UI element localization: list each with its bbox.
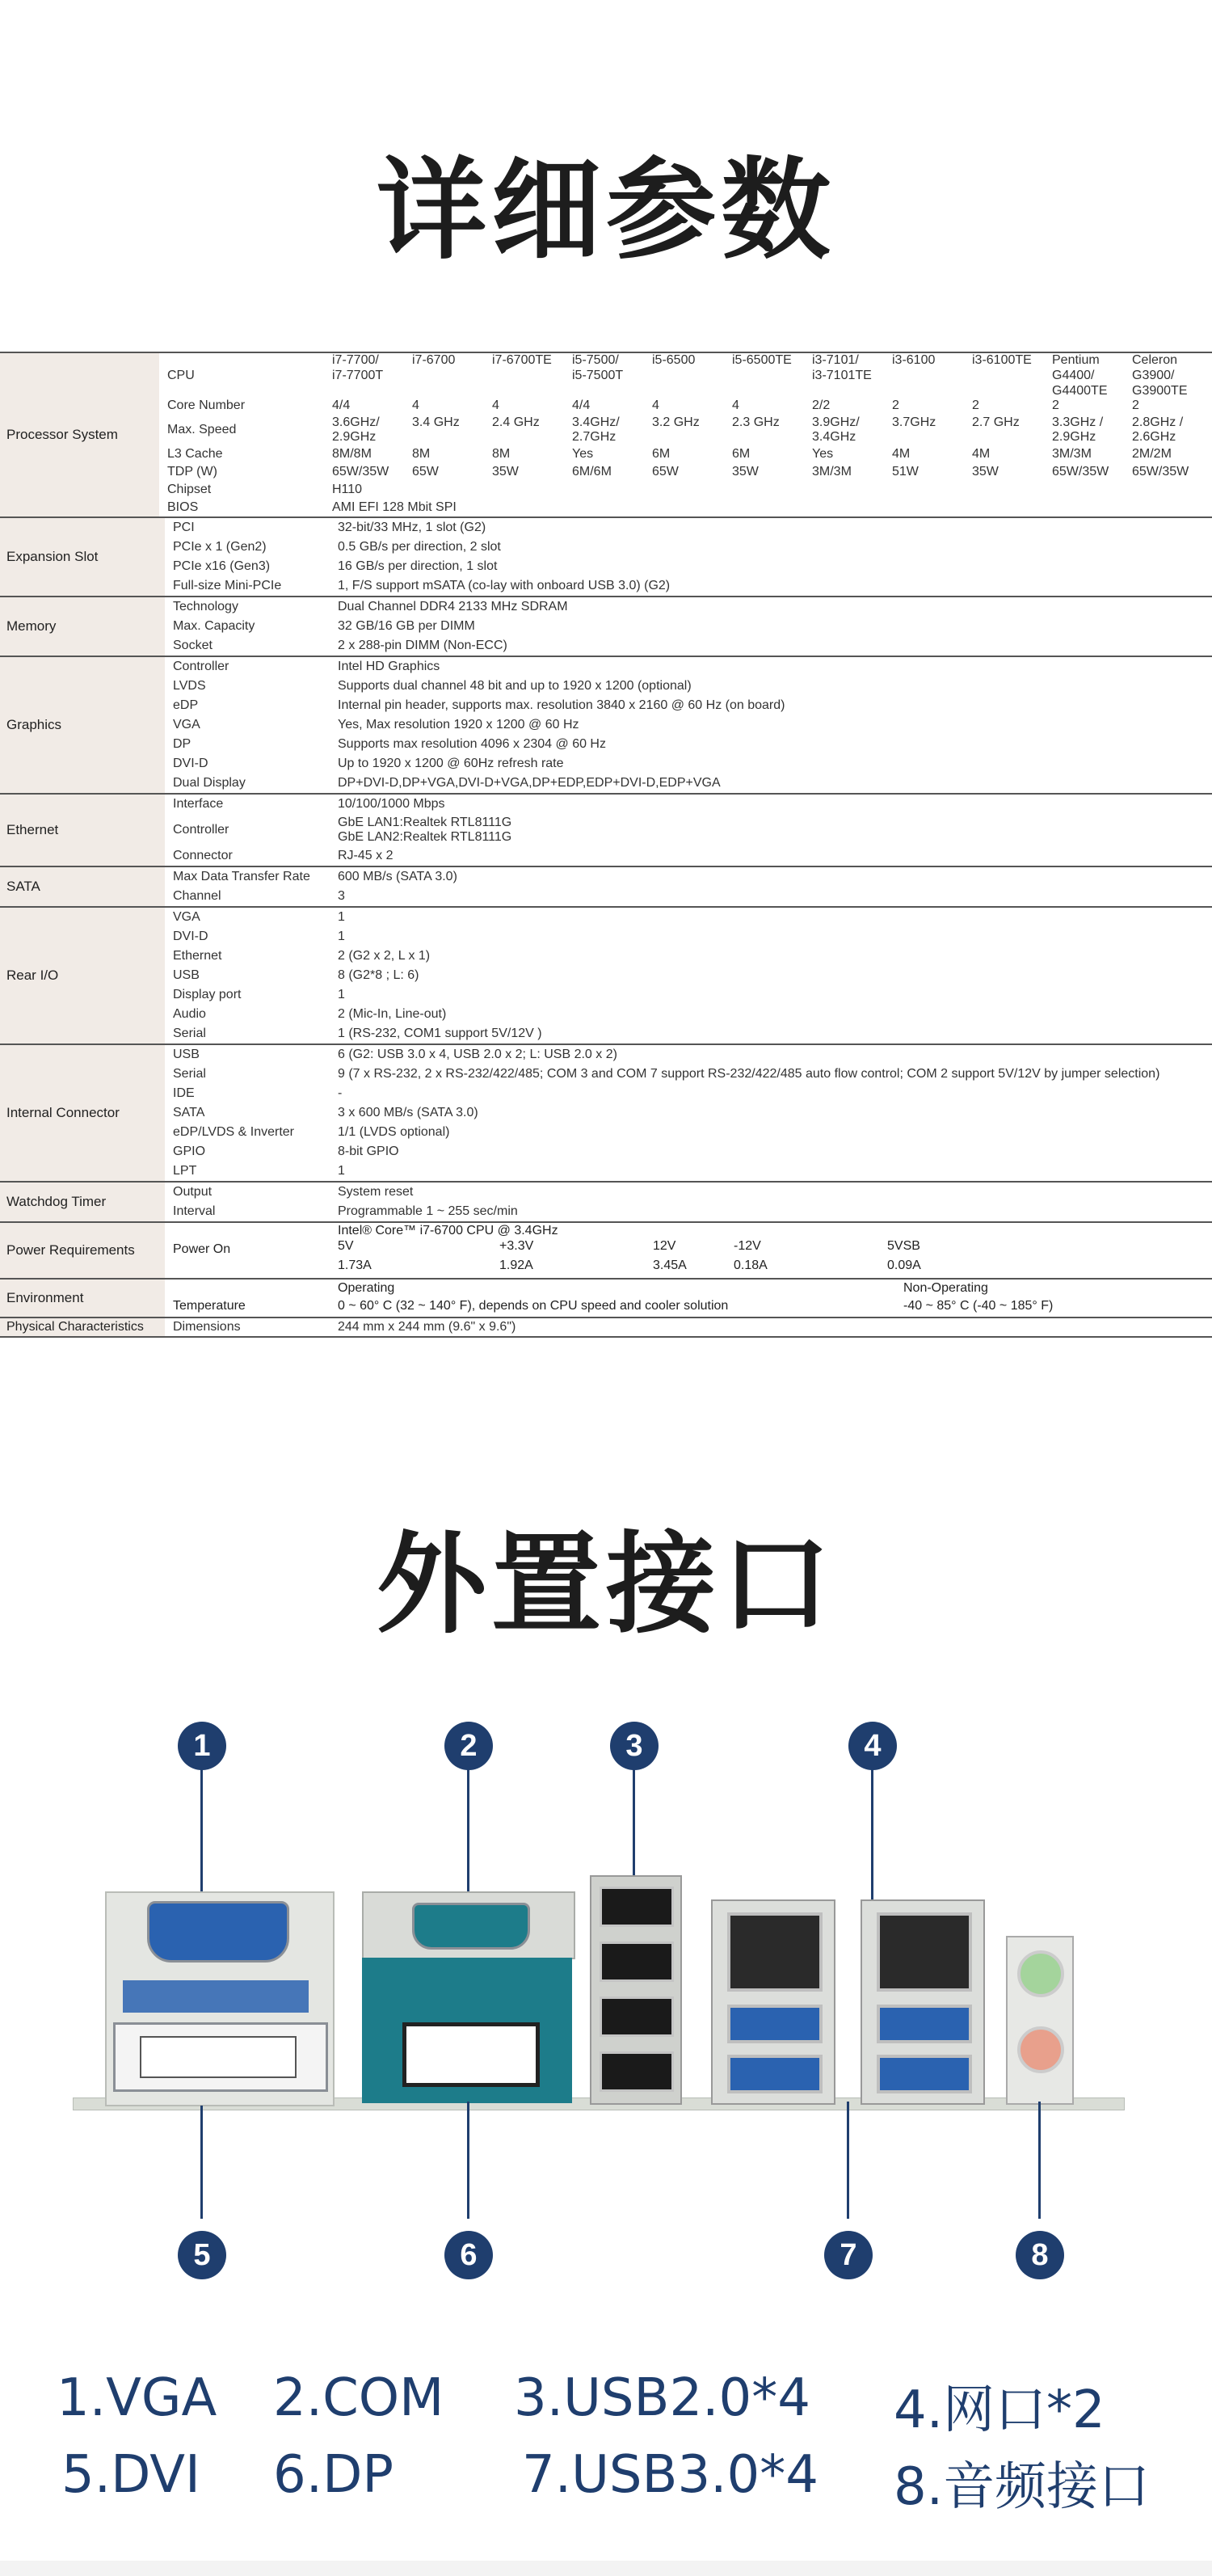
spec-cell: 65W/35W: [1132, 465, 1189, 479]
callout-badge: 8: [1016, 2231, 1064, 2279]
power-current: 0.18A: [734, 1258, 768, 1272]
spec-cell: 2.3 GHz: [732, 415, 780, 429]
env-nonop-value: -40 ~ 85° C (-40 ~ 185° F): [903, 1299, 1054, 1313]
spec-cell: i7-7700/ i7-7700T: [332, 352, 384, 382]
spec-cell: Yes: [812, 447, 834, 461]
row-value: 1: [338, 988, 345, 1001]
table-row: [165, 1142, 1212, 1162]
row-label: Core Number: [167, 398, 246, 412]
table-row: [165, 1162, 1212, 1181]
usb3-port: [727, 2055, 823, 2093]
footer-strip: [0, 2561, 1212, 2576]
row-label: TDP (W): [167, 465, 217, 479]
category-label: Graphics: [0, 657, 165, 793]
row-value: 1: [338, 910, 345, 924]
spec-cell: 6M/6M: [572, 465, 612, 479]
lan-port: [877, 1912, 972, 1992]
row-value: 1: [338, 1164, 345, 1178]
table-row: [165, 887, 1212, 906]
row-value: 1/1 (LVDS optional): [338, 1125, 450, 1139]
power-current: 3.45A: [653, 1258, 687, 1272]
vga-port: [147, 1901, 289, 1963]
row-label: Output: [173, 1185, 213, 1199]
spec-cell: 4/4: [332, 398, 351, 412]
spec-cell: 4: [652, 398, 659, 412]
spec-table: [0, 352, 1212, 1338]
spec-cell: 2: [1052, 398, 1059, 412]
row-value: 8 (G2*8 ; L: 6): [338, 968, 419, 982]
table-row: [165, 985, 1212, 1005]
table-row: [165, 846, 1212, 866]
vga-dvi-bracket: [105, 1891, 335, 2106]
usb3-port: [727, 2005, 823, 2043]
group-ethernet: [0, 793, 1212, 866]
table-row: [165, 538, 1212, 557]
audio-stack: [1006, 1936, 1074, 2105]
spec-cell: i5-6500TE: [732, 352, 792, 367]
category-label: Rear I/O: [0, 908, 165, 1043]
spec-cell: 3.7GHz: [892, 415, 936, 429]
category-label: Environment: [0, 1280, 165, 1317]
row-label: Socket: [173, 639, 213, 652]
category-label: Processor System: [0, 353, 159, 516]
table-row: [165, 1202, 1212, 1221]
usb2-port: [600, 1887, 674, 1927]
spec-cell: 65W/35W: [1052, 465, 1109, 479]
row-value: Up to 1920 x 1200 @ 60Hz refresh rate: [338, 757, 564, 770]
table-row: [165, 795, 1212, 814]
row-label: PCI: [173, 521, 195, 534]
lan-usb3-stack-1: [711, 1899, 835, 2105]
row-label: Connector: [173, 849, 233, 862]
spec-group: [0, 596, 1212, 656]
row-label: BIOS: [167, 500, 199, 514]
spec-cell: Yes: [572, 447, 594, 461]
env-op-value: 0 ~ 60° C (32 ~ 140° F), depends on CPU speed and cooler solution: [338, 1299, 729, 1313]
row-value: Dual Channel DDR4 2133 MHz SDRAM: [338, 600, 568, 613]
spec-cell: 35W: [972, 465, 999, 479]
usb2-port: [600, 1941, 674, 1982]
row-value: AMI EFI 128 Mbit SPI: [332, 500, 457, 514]
callout-badge: 6: [444, 2231, 493, 2279]
category-label: Watchdog Timer: [0, 1183, 165, 1221]
row-value: 8-bit GPIO: [338, 1145, 399, 1158]
env-nonop-title: Non-Operating: [903, 1281, 988, 1295]
spec-cell: i5-7500/ i5-7500T: [572, 352, 624, 382]
usb2-port: [600, 1996, 674, 2037]
spec-cell: 4M: [972, 447, 991, 461]
audio-jack-pink: [1017, 2026, 1064, 2073]
row-value: Yes, Max resolution 1920 x 1200 @ 60 Hz: [338, 718, 579, 731]
spec-cell: 65W: [652, 465, 679, 479]
group-physical: [0, 1317, 1212, 1338]
callout-badge: 5: [178, 2231, 226, 2279]
spec-cell: 8M/8M: [332, 447, 372, 461]
spec-group: [0, 1043, 1212, 1181]
spec-cell: 4: [732, 398, 739, 412]
core-values: [332, 398, 1212, 413]
category-label: Memory: [0, 597, 165, 656]
row-value: 2 (Mic-In, Line-out): [338, 1007, 447, 1021]
table-row: [165, 867, 1212, 887]
tdp-values: [332, 465, 1212, 479]
spec-cell: 65W: [412, 465, 439, 479]
category-label: Expansion Slot: [0, 518, 165, 596]
spec-cell: 2M/2M: [1132, 447, 1172, 461]
row-value: Supports dual channel 48 bit and up to 1920 x 1200 (optional): [338, 679, 692, 693]
spec-cell: Pentium G4400/ G4400TE: [1052, 352, 1108, 398]
power-current: 1.92A: [499, 1258, 533, 1272]
row-label: GPIO: [173, 1145, 206, 1158]
table-row: [165, 908, 1212, 927]
power-cpu: Intel® Core™ i7-6700 CPU @ 3.4GHz: [338, 1224, 558, 1237]
spec-cell: 51W: [892, 465, 919, 479]
table-row: [165, 1183, 1212, 1202]
row-label: USB: [173, 1048, 200, 1061]
usb3-port: [877, 2055, 972, 2093]
table-row: [165, 814, 1212, 846]
spec-cell: 65W/35W: [332, 465, 389, 479]
power-rail: +3.3V: [499, 1239, 534, 1253]
row-value: 10/100/1000 Mbps: [338, 797, 445, 811]
callout-badge: 2: [444, 1722, 493, 1770]
row-value: 2 (G2 x 2, L x 1): [338, 949, 431, 963]
table-row: [165, 1024, 1212, 1043]
spec-cell: 35W: [492, 465, 519, 479]
row-label: Interface: [173, 797, 224, 811]
row-label: Max Data Transfer Rate: [173, 870, 310, 883]
row-value: 16 GB/s per direction, 1 slot: [338, 559, 498, 573]
row-label: Serial: [173, 1027, 206, 1040]
row-label: DP: [173, 737, 191, 751]
row-value: 1: [338, 930, 345, 943]
table-row: [165, 597, 1212, 617]
spec-cell: 4: [412, 398, 419, 412]
row-label: Display port: [173, 988, 242, 1001]
cpu-models: [332, 352, 1212, 398]
row-label: PCIe x 1 (Gen2): [173, 540, 267, 554]
usb2-port: [600, 2051, 674, 2092]
legend-item: 2.COM: [273, 2368, 444, 2428]
power-current: 1.73A: [338, 1258, 372, 1272]
row-label: CPU: [167, 368, 195, 382]
spec-cell: i7-6700TE: [492, 352, 552, 367]
row-value: 1 (RS-232, COM1 support 5V/12V ): [338, 1027, 542, 1040]
row-value: RJ-45 x 2: [338, 849, 393, 862]
spec-group: [0, 656, 1212, 793]
table-row: [165, 617, 1212, 636]
category-label: Physical Characteristics: [0, 1318, 165, 1336]
callout-badge: 7: [824, 2231, 873, 2279]
group-processor: [0, 352, 1212, 516]
spec-group: [0, 866, 1212, 906]
spec-cell: i7-6700: [412, 352, 456, 367]
row-value: Supports max resolution 4096 x 2304 @ 60 Hz: [338, 737, 606, 751]
row-label: Power On: [173, 1242, 231, 1256]
com-dp-bracket: [362, 1891, 572, 2103]
table-row: [165, 1103, 1212, 1123]
row-value: 0.5 GB/s per direction, 2 slot: [338, 540, 501, 554]
row-value: 32 GB/16 GB per DIMM: [338, 619, 475, 633]
env-op-title: Operating: [338, 1281, 395, 1295]
lan-usb3-stack-2: [861, 1899, 985, 2105]
row-value: H110: [332, 483, 363, 496]
power-rail: 5V: [338, 1239, 354, 1253]
row-label: Max. Speed: [167, 423, 237, 436]
spec-cell: 6M: [732, 447, 751, 461]
table-row: [165, 774, 1212, 793]
spec-cell: 3M/3M: [812, 465, 852, 479]
spec-cell: 2/2: [812, 398, 831, 412]
row-label: Controller: [173, 660, 229, 673]
spec-cell: 3M/3M: [1052, 447, 1092, 461]
row-label: Ethernet: [173, 949, 222, 963]
row-label: DVI-D: [173, 757, 208, 770]
table-row: [165, 735, 1212, 754]
spec-cell: i3-6100TE: [972, 352, 1032, 367]
table-row: [159, 445, 1212, 463]
table-row: [165, 576, 1212, 596]
row-label: Channel: [173, 889, 221, 903]
category-label: Internal Connector: [0, 1045, 165, 1181]
spec-cell: 8M: [412, 447, 431, 461]
table-row: [165, 677, 1212, 696]
spec-cell: 35W: [732, 465, 759, 479]
spec-cell: 4/4: [572, 398, 591, 412]
table-row: [165, 1005, 1212, 1024]
row-label: PCIe x16 (Gen3): [173, 559, 271, 573]
power-rails: [338, 1239, 1210, 1257]
table-row: [165, 754, 1212, 774]
category-label: Power Requirements: [0, 1223, 165, 1278]
row-label: Dual Display: [173, 776, 246, 790]
row-label: VGA: [173, 718, 200, 731]
group-environment: [0, 1278, 1212, 1317]
spec-cell: 2: [892, 398, 899, 412]
table-row: [165, 657, 1212, 677]
speed-values: [332, 415, 1212, 445]
spec-cell: 3.3GHz / 2.9GHz: [1052, 415, 1104, 444]
spec-group: [0, 906, 1212, 1043]
row-label: Technology: [173, 600, 238, 613]
spec-cell: 2: [1132, 398, 1139, 412]
row-label: Interval: [173, 1204, 216, 1218]
row-value: 32-bit/33 MHz, 1 slot (G2): [338, 521, 486, 534]
row-label: Full-size Mini-PCIe: [173, 579, 282, 592]
table-row: [159, 499, 1212, 516]
spec-cell: 3.4GHz/ 2.7GHz: [572, 415, 620, 444]
row-value: 600 MB/s (SATA 3.0): [338, 870, 457, 883]
row-label: LPT: [173, 1164, 197, 1178]
row-label: Temperature: [173, 1299, 246, 1313]
legend-item: 5.DVI: [61, 2445, 200, 2505]
legend-item: 7.USB3.0*4: [522, 2445, 819, 2505]
row-value: 6 (G2: USB 3.0 x 4, USB 2.0 x 2; L: USB 2.0 x 2): [338, 1048, 617, 1061]
spec-cell: 2.8GHz / 2.6GHz: [1132, 415, 1184, 444]
table-row: [159, 353, 1212, 397]
table-row: [165, 636, 1212, 656]
row-value: DP+DVI-D,DP+VGA,DVI-D+VGA,DP+EDP,EDP+DVI-D,EDP+VGA: [338, 776, 721, 790]
usb3-port: [877, 2005, 972, 2043]
power-rail: -12V: [734, 1239, 761, 1253]
com-port: [412, 1903, 530, 1950]
row-label: SATA: [173, 1106, 205, 1119]
row-value: 3 x 600 MB/s (SATA 3.0): [338, 1106, 478, 1119]
table-row: [165, 696, 1212, 715]
spec-group: [0, 1181, 1212, 1221]
lan-port: [727, 1912, 823, 1992]
table-row: [165, 1123, 1212, 1142]
row-value: 2 x 288-pin DIMM (Non-ECC): [338, 639, 507, 652]
row-label: Max. Capacity: [173, 619, 255, 633]
category-label: Ethernet: [0, 795, 165, 866]
row-value: -: [338, 1086, 343, 1100]
legend-item: 4.网口*2: [894, 2380, 1105, 2440]
row-label: Serial: [173, 1067, 206, 1081]
row-label: IDE: [173, 1086, 195, 1100]
row-value: System reset: [338, 1185, 414, 1199]
table-row: [165, 966, 1212, 985]
row-label: L3 Cache: [167, 447, 223, 461]
table-row: [165, 1045, 1212, 1065]
dp-port: [402, 2022, 540, 2087]
legend-item: 3.USB2.0*4: [514, 2368, 810, 2428]
dvi-port: [140, 2036, 297, 2078]
row-value: 9 (7 x RS-232, 2 x RS-232/422/485; COM 3 and COM 7 support RS-232/422/485 auto flow control; COM 2 support 5V/12V by jumper selection): [338, 1067, 1160, 1081]
spec-cell: 2: [972, 398, 979, 412]
row-label: Controller: [173, 823, 229, 837]
power-rail: 5VSB: [887, 1239, 920, 1253]
row-label: VGA: [173, 910, 200, 924]
spec-cell: 2.7 GHz: [972, 415, 1020, 429]
row-value: Programmable 1 ~ 255 sec/min: [338, 1204, 518, 1218]
table-row: [165, 557, 1212, 576]
callout-badge: 4: [848, 1722, 897, 1770]
spec-cell: 3.2 GHz: [652, 415, 700, 429]
row-label: eDP/LVDS & Inverter: [173, 1125, 294, 1139]
table-row: [165, 518, 1212, 538]
power-currents: [338, 1258, 1210, 1276]
spec-cell: 4: [492, 398, 499, 412]
spec-cell: i5-6500: [652, 352, 696, 367]
table-row: [159, 415, 1212, 445]
section-title: 外置接口: [377, 1521, 835, 1649]
row-label: Dimensions: [173, 1320, 241, 1334]
io-diagram: [65, 1722, 1147, 2336]
table-row: [159, 463, 1212, 481]
row-label: Chipset: [167, 483, 212, 496]
row-value: Internal pin header, supports max. resolution 3840 x 2160 @ 60 Hz (on board): [338, 698, 785, 712]
legend-item: 8.音频接口: [894, 2457, 1151, 2517]
row-label: eDP: [173, 698, 199, 712]
spec-cell: Celeron G3900/ G3900TE: [1132, 352, 1188, 398]
usb2-stack: [590, 1875, 682, 2105]
callout-badge: 1: [178, 1722, 226, 1770]
spec-cell: 8M: [492, 447, 511, 461]
audio-jack-green: [1017, 1950, 1064, 1997]
row-value: Intel HD Graphics: [338, 660, 440, 673]
spec-cell: i3-7101/ i3-7101TE: [812, 352, 872, 382]
row-label: LVDS: [173, 679, 206, 693]
table-row: [159, 397, 1212, 415]
row-value: 3: [338, 889, 345, 903]
row-label: Audio: [173, 1007, 206, 1021]
page-title: 详细参数: [377, 147, 835, 275]
table-row: [165, 1065, 1212, 1084]
legend-item: 6.DP: [273, 2445, 393, 2505]
table-row: [165, 715, 1212, 735]
spec-group: [0, 516, 1212, 596]
row-value: 244 mm x 244 mm (9.6" x 9.6"): [338, 1320, 516, 1334]
category-label: SATA: [0, 867, 165, 906]
bracket-clip: [123, 1980, 309, 2013]
spec-cell: 6M: [652, 447, 671, 461]
table-row: [165, 947, 1212, 966]
table-row: [165, 1084, 1212, 1103]
spec-cell: 4M: [892, 447, 911, 461]
table-row: [159, 481, 1212, 499]
row-value: 1, F/S support mSATA (co-lay with onboard USB 3.0) (G2): [338, 579, 671, 592]
row-label: USB: [173, 968, 200, 982]
row-value: GbE LAN1:Realtek RTL8111G: [338, 816, 512, 829]
table-row: [165, 1318, 1212, 1336]
spec-cell: 3.4 GHz: [412, 415, 460, 429]
row-value: GbE LAN2:Realtek RTL8111G: [338, 830, 512, 844]
legend-item: 1.VGA: [57, 2368, 217, 2428]
table-row: [165, 927, 1212, 947]
power-rail: 12V: [653, 1239, 676, 1253]
row-label: DVI-D: [173, 930, 208, 943]
spec-cell: 2.4 GHz: [492, 415, 540, 429]
group-power: [0, 1221, 1212, 1278]
spec-cell: 3.6GHz/ 2.9GHz: [332, 415, 380, 444]
spec-cell: i3-6100: [892, 352, 936, 367]
power-current: 0.09A: [887, 1258, 921, 1272]
callout-badge: 3: [610, 1722, 659, 1770]
spec-cell: 3.9GHz/ 3.4GHz: [812, 415, 860, 444]
cache-values: [332, 447, 1212, 462]
